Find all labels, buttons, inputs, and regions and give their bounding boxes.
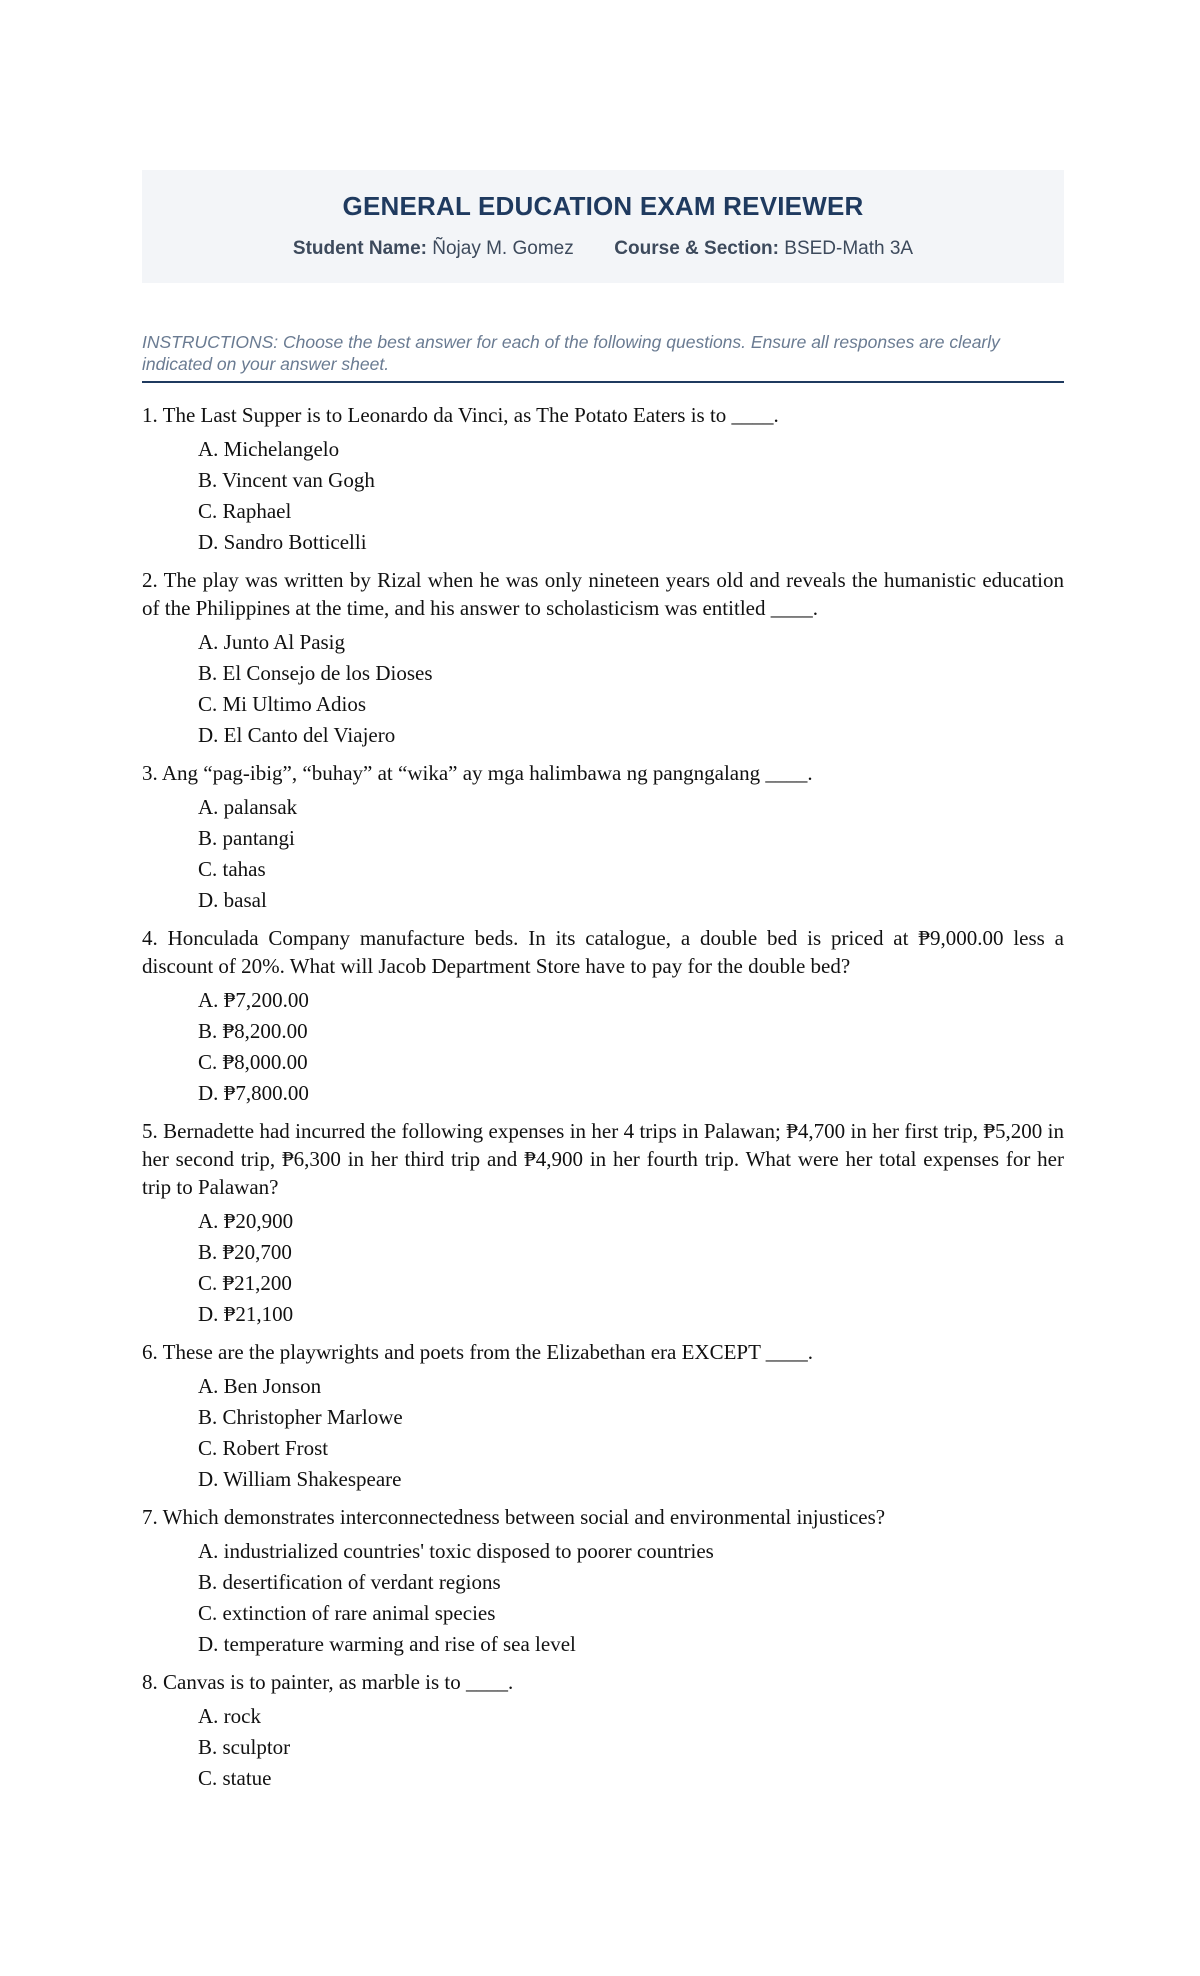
exam-page bbox=[142, 170, 1064, 1802]
answer-option: B. desertification of verdant regions bbox=[198, 1570, 501, 1594]
answer-options bbox=[142, 434, 1064, 558]
answer-option: A. Junto Al Pasig bbox=[198, 630, 346, 654]
answer-options bbox=[142, 1371, 1064, 1495]
answer-option: A. rock bbox=[198, 1704, 261, 1728]
answer-option: C. Robert Frost bbox=[198, 1436, 329, 1460]
answer-option: C. Mi Ultimo Adios bbox=[198, 692, 367, 716]
question-5 bbox=[142, 1117, 1064, 1330]
question-8 bbox=[142, 1668, 1064, 1794]
answer-option: C. ₱21,200 bbox=[198, 1271, 292, 1295]
answer-option: C. ₱8,000.00 bbox=[198, 1050, 308, 1074]
answer-option: A. ₱20,900 bbox=[198, 1209, 294, 1233]
answer-option: B. Christopher Marlowe bbox=[198, 1405, 403, 1429]
question-7 bbox=[142, 1503, 1064, 1660]
student-name-label: Student Name: bbox=[292, 238, 427, 259]
answer-options bbox=[142, 1701, 1064, 1794]
page-title: GENERAL EDUCATION EXAM REVIEWER bbox=[342, 191, 864, 221]
header-box bbox=[142, 170, 1064, 283]
answer-option: D. ₱21,100 bbox=[198, 1302, 294, 1326]
answer-option: D. El Canto del Viajero bbox=[198, 723, 396, 747]
answer-option: B. pantangi bbox=[198, 826, 295, 850]
question-text: 6. These are the playwrights and poets from the Elizabethan era EXCEPT ____. bbox=[142, 1340, 814, 1364]
answer-option: B. ₱20,700 bbox=[198, 1240, 292, 1264]
answer-options bbox=[142, 1536, 1064, 1660]
answer-option: D. Sandro Botticelli bbox=[198, 530, 367, 554]
answer-option: C. tahas bbox=[198, 857, 266, 881]
question-text: 7. Which demonstrates interconnectedness between social and environmental injustices? bbox=[142, 1505, 886, 1529]
question-text: 2. The play was written by Rizal when he was only nineteen years old and reveals the humanistic education of the Philippines at the time, and his answer to scholasticism was entitled ____. bbox=[142, 568, 1064, 620]
course-section-label: Course & Section: bbox=[614, 238, 779, 259]
student-name-value: Ñojay M. Gomez bbox=[432, 238, 574, 259]
question-list bbox=[142, 401, 1064, 1794]
answer-option: A. Michelangelo bbox=[198, 437, 340, 461]
answer-option: D. temperature warming and rise of sea level bbox=[198, 1632, 576, 1656]
answer-option: B. ₱8,200.00 bbox=[198, 1019, 308, 1043]
question-text: 8. Canvas is to painter, as marble is to ____. bbox=[142, 1670, 514, 1694]
answer-option: A. ₱7,200.00 bbox=[198, 988, 309, 1012]
answer-option: D. ₱7,800.00 bbox=[198, 1081, 309, 1105]
answer-options bbox=[142, 792, 1064, 916]
student-info bbox=[142, 236, 1064, 262]
instructions: INSTRUCTIONS: Choose the best answer for each of the following questions. Ensure all responses are clearly indicated on your answer sheet. bbox=[142, 331, 1064, 383]
question-text: 4. Honculada Company manufacture beds. In its catalogue, a double bed is priced at ₱9,000.00 less a discount of 20%. What will Jacob Department Store have to pay for the double bed? bbox=[142, 926, 1064, 978]
answer-option: C. extinction of rare animal species bbox=[198, 1601, 496, 1625]
answer-option: B. Vincent van Gogh bbox=[198, 468, 375, 492]
question-3 bbox=[142, 759, 1064, 916]
answer-options bbox=[142, 627, 1064, 751]
answer-option: A. palansak bbox=[198, 795, 298, 819]
answer-option: C. Raphael bbox=[198, 499, 292, 523]
question-1 bbox=[142, 401, 1064, 558]
answer-option: A. industrialized countries' toxic disposed to poorer countries bbox=[198, 1539, 714, 1563]
answer-options bbox=[142, 985, 1064, 1109]
answer-option: B. El Consejo de los Dioses bbox=[198, 661, 433, 685]
answer-option: C. statue bbox=[198, 1766, 272, 1790]
course-section-value: BSED-Math 3A bbox=[784, 238, 914, 259]
answer-option: D. basal bbox=[198, 888, 267, 912]
answer-options bbox=[142, 1206, 1064, 1330]
answer-option: A. Ben Jonson bbox=[198, 1374, 322, 1398]
question-text: 5. Bernadette had incurred the following expenses in her 4 trips in Palawan; ₱4,700 in her first trip, ₱5,200 in her second trip, ₱6,300 in her third trip and ₱4,900 in her fourth trip. What were her total expenses for her trip to Palawan? bbox=[142, 1119, 1064, 1199]
answer-option: B. sculptor bbox=[198, 1735, 291, 1759]
question-2 bbox=[142, 566, 1064, 751]
question-4 bbox=[142, 924, 1064, 1109]
question-text: 1. The Last Supper is to Leonardo da Vinci, as The Potato Eaters is to ____. bbox=[142, 403, 779, 427]
question-text: 3. Ang “pag-ibig”, “buhay” at “wika” ay mga halimbawa ng pangngalang ____. bbox=[142, 761, 813, 785]
question-6 bbox=[142, 1338, 1064, 1495]
answer-option: D. William Shakespeare bbox=[198, 1467, 402, 1491]
